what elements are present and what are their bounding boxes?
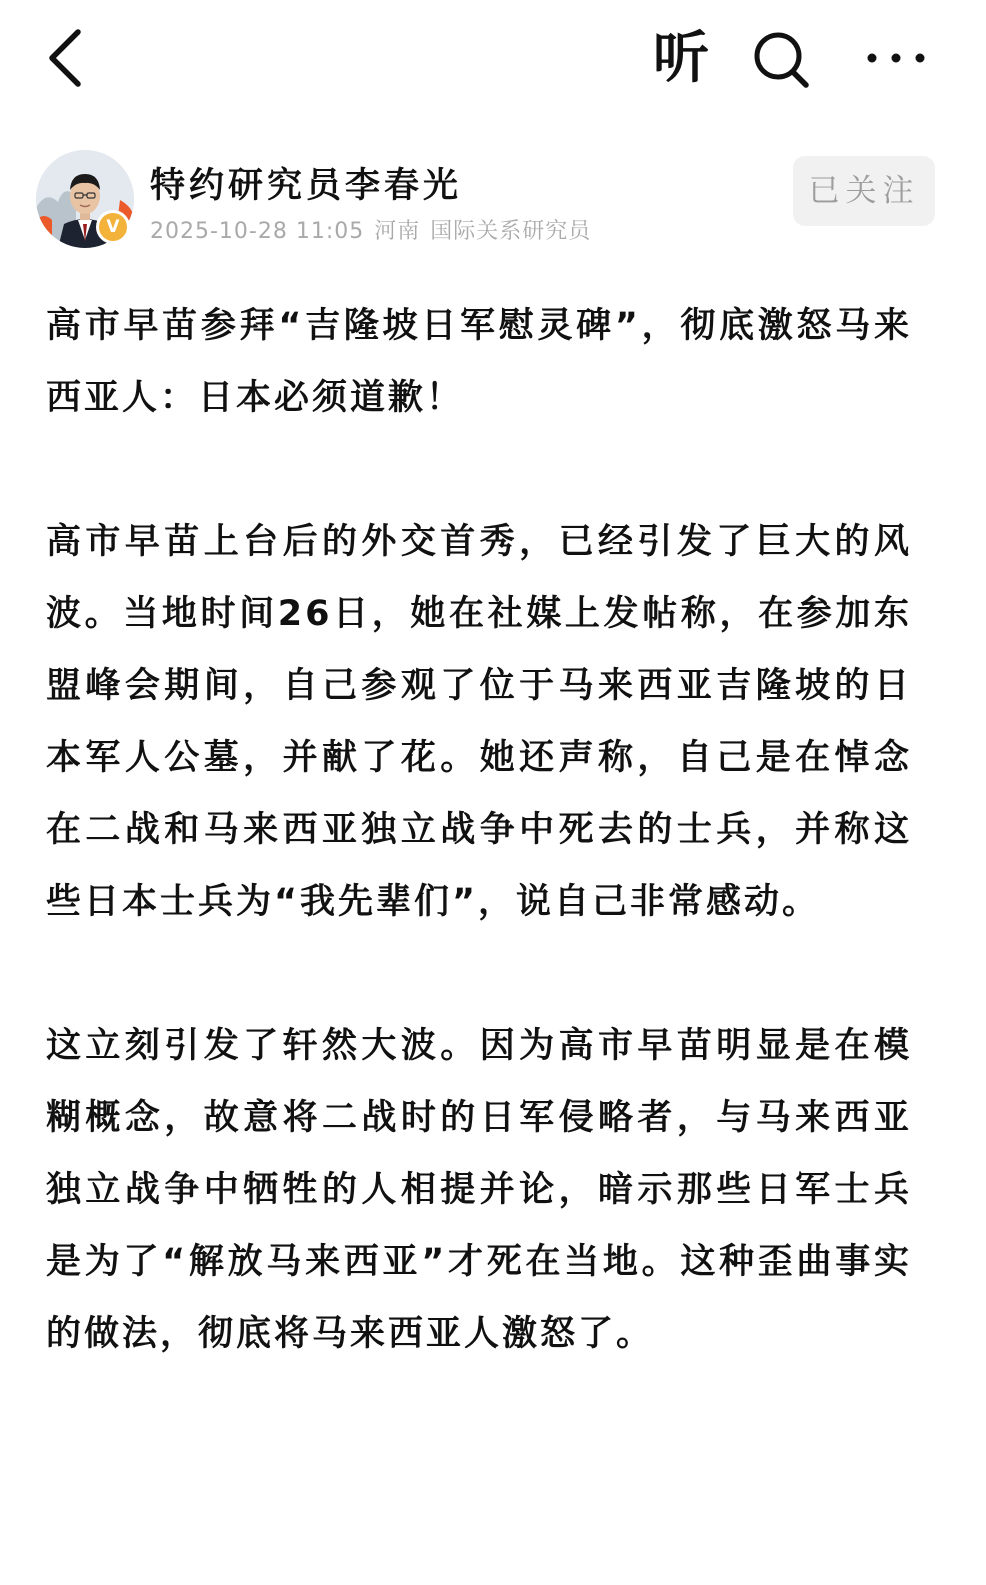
verified-badge: V xyxy=(96,210,130,244)
listen-button[interactable]: 听 xyxy=(653,26,709,91)
more-dots-icon xyxy=(864,36,928,80)
author-row xyxy=(0,140,986,260)
search-button[interactable] xyxy=(750,28,814,92)
author-name[interactable]: 特约研究员李春光 xyxy=(150,166,463,206)
chevron-left-icon xyxy=(40,26,100,90)
top-bar xyxy=(0,0,986,120)
search-icon xyxy=(750,28,814,92)
article-title: 高市早苗参拜“吉隆坡日军慰灵碑”，彻底激怒马来西亚人：日本必须道歉！ xyxy=(46,306,912,418)
article-paragraph: 高市早苗上台后的外交首秀，已经引发了巨大的风波。当地时间26日，她在社媒上发帖称，在参加东盟峰会期间，自己参观了位于马来西亚吉隆坡的日本军人公墓，并献了花。她还声称，自己是在悼念在二战和马来西亚独立战争中死去的士兵，并称这些日本士兵为“我先辈们”，说自己非常感动。 xyxy=(46,522,912,922)
post-date: 2025-10-28 11:05 xyxy=(150,219,365,244)
follow-button[interactable]: 已关注 xyxy=(793,156,935,226)
post-location: 河南 xyxy=(374,219,421,244)
author-title: 国际关系研究员 xyxy=(430,219,592,244)
article-body xyxy=(46,290,912,1370)
post-meta xyxy=(150,214,601,245)
back-button[interactable] xyxy=(40,26,100,90)
more-button[interactable] xyxy=(864,36,928,80)
article-paragraph: 这立刻引发了轩然大波。因为高市早苗明显是在模糊概念，故意将二战时的日军侵略者，与马来西亚独立战争中牺牲的人相提并论，暗示那些日军士兵是为了“解放马来西亚”才死在当地。这种歪曲事实的做法，彻底将马来西亚人激怒了。 xyxy=(46,1026,912,1354)
